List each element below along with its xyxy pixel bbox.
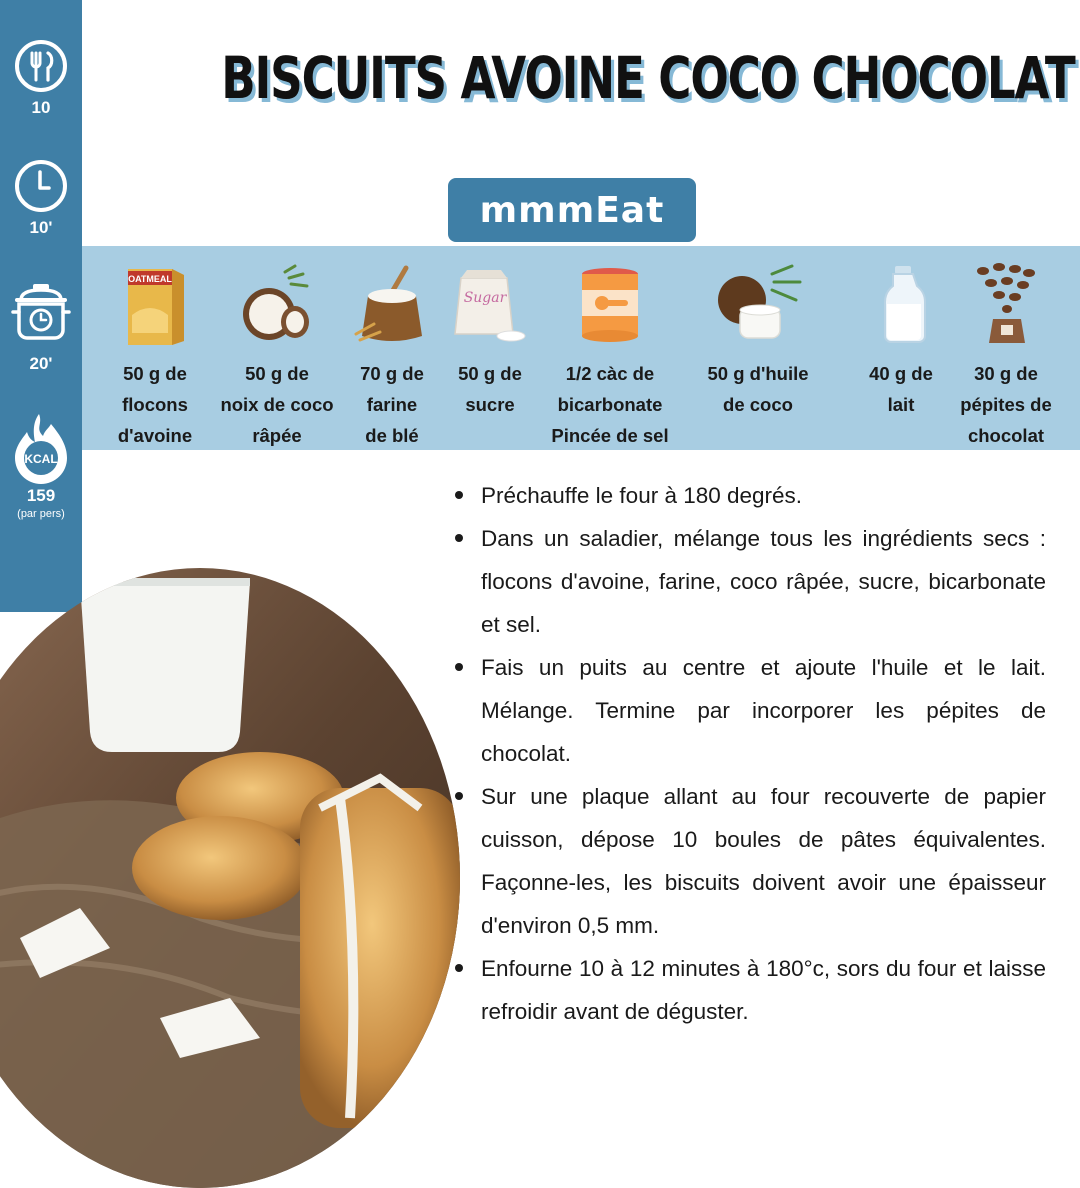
step-item: Fais un puits au centre et ajoute l'huile et le lait. Mélange. Termine par incorporer les pépites de chocolat. <box>452 646 1046 775</box>
ingredient-label: 50 g de noix de coco râpée <box>220 363 334 446</box>
recipe-info-sidebar <box>0 0 82 612</box>
ingredient-label: 70 g de farine de blé <box>360 363 424 446</box>
cooker-timer-icon <box>9 282 73 344</box>
coconut-icon <box>239 264 315 344</box>
flour-sack-icon <box>352 262 432 346</box>
kcal-icon-label: KCAL <box>24 452 58 466</box>
ingredient-label: 1/2 càc de bicarbonate Pincée de sel <box>551 363 669 446</box>
fork-knife-icon <box>13 38 69 94</box>
recipe-title: BISCUITS AVOINE COCO CHOCOLAT <box>221 44 1075 112</box>
step-item: Sur une plaque allant au four recouverte de papier cuisson, dépose 10 boules de pâtes équivalentes. Façonne-les, les biscuits doivent avoir une épaisseur d'environ 0,5 mm. <box>452 775 1046 947</box>
ingredient-milk <box>852 246 950 450</box>
calories-unit: (par pers) <box>17 508 65 520</box>
ingredients-band <box>82 246 1080 450</box>
step-item: Préchauffe le four à 180 degrés. <box>452 474 1046 517</box>
servings-stat <box>0 38 82 118</box>
cookies-image <box>0 568 460 1188</box>
prep-time-stat <box>0 158 82 238</box>
ingredient-chocolate <box>950 246 1062 450</box>
ingredient-baking-soda <box>540 246 680 450</box>
ingredient-label: 50 g d'huile de coco <box>707 363 809 415</box>
clock-icon <box>13 158 69 214</box>
milk-bottle-icon <box>871 264 931 344</box>
servings-value: 10 <box>31 98 51 117</box>
ingredient-oats <box>100 246 210 450</box>
cookies-photo <box>0 568 460 1188</box>
sugar-package-text: Sugar <box>463 290 507 306</box>
ingredient-label: 40 g de lait <box>869 363 933 415</box>
cook-time-value: 20' <box>29 354 53 373</box>
ingredient-coconut <box>210 246 344 450</box>
prep-time-value: 10' <box>29 218 53 237</box>
flame-kcal-icon <box>9 412 73 484</box>
ingredient-label: 30 g de pépites de chocolat <box>960 363 1052 446</box>
ingredient-coconut-oil <box>680 246 836 450</box>
oatmeal-box-icon <box>120 263 190 345</box>
step-item: Enfourne 10 à 12 minutes à 180°c, sors du four et laisse refroidir avant de déguster. <box>452 947 1046 1033</box>
coconut-oil-icon <box>712 264 804 344</box>
chocolate-chips-icon <box>971 261 1041 347</box>
step-item: Dans un saladier, mélange tous les ingrédients secs : flocons d'avoine, farine, coco râpée, sucre, bicarbonate et sel. <box>452 517 1046 646</box>
recipe-steps <box>452 474 1046 1033</box>
ingredient-label: 50 g de flocons d'avoine <box>117 363 193 446</box>
cook-time-stat <box>0 282 82 374</box>
brand-logo: mmmEat <box>448 178 696 242</box>
ingredient-flour <box>344 246 440 450</box>
oatmeal-package-text: OATMEAL <box>128 274 172 284</box>
ingredient-sugar <box>440 246 540 450</box>
sugar-bag-icon <box>451 264 529 344</box>
calories-value: 159 <box>26 486 56 505</box>
baking-soda-icon <box>578 264 642 344</box>
ingredient-label: 50 g de sucre <box>458 363 522 415</box>
calories-stat <box>0 412 82 520</box>
